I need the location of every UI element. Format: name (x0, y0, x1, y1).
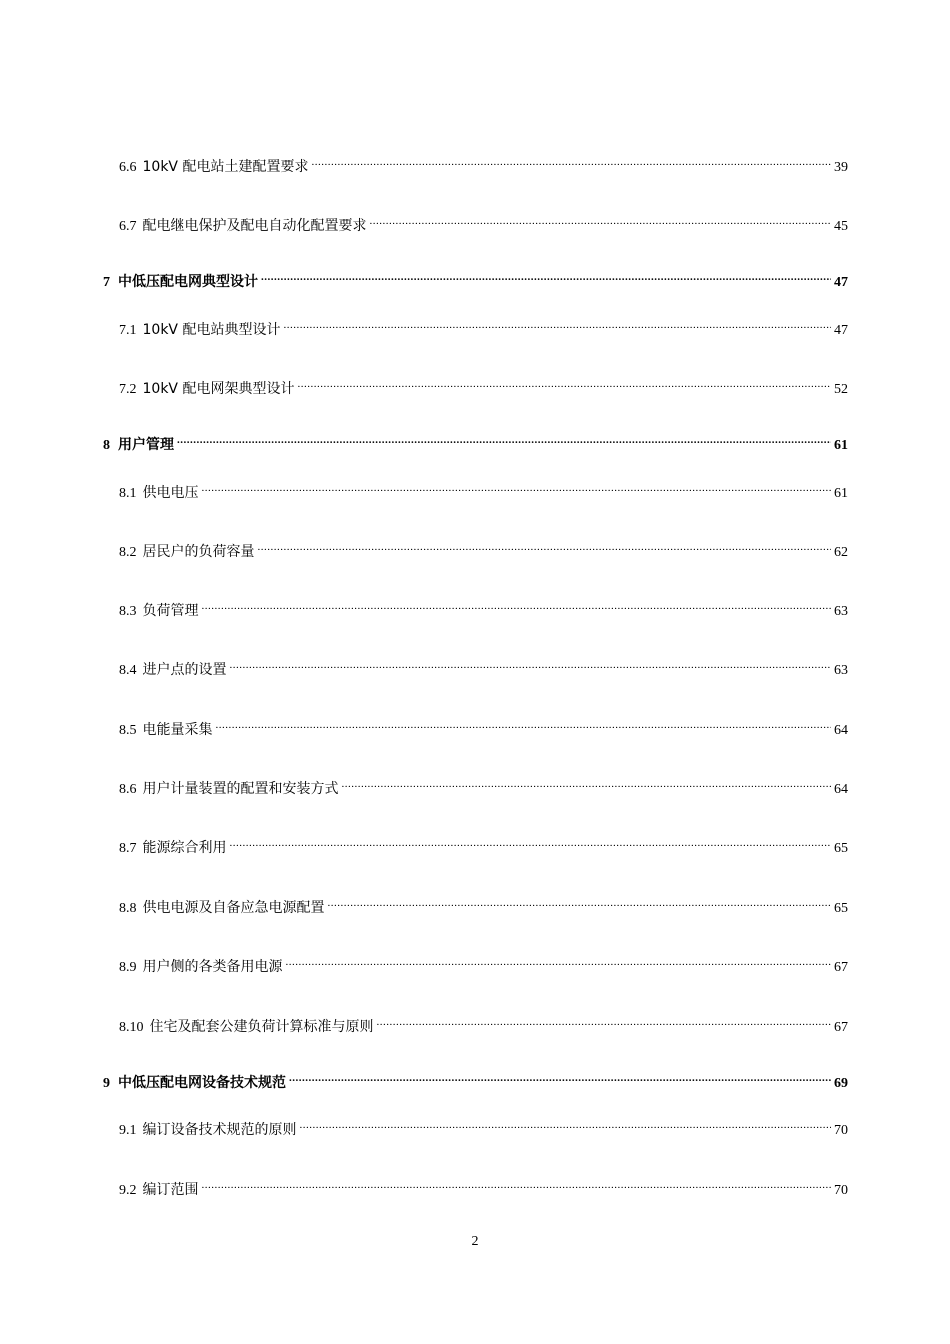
toc-entry-number: 8.10 (119, 1020, 144, 1035)
toc-entry-number: 8.2 (119, 545, 137, 560)
toc-entry-title: 10kV 配电站典型设计 (142, 322, 281, 338)
toc-entry-page-number: 64 (834, 782, 848, 797)
toc-entry-number: 8 (103, 438, 110, 453)
toc-entry-number: 8.9 (119, 960, 137, 975)
toc-entry-9-2[interactable] (119, 1176, 848, 1200)
toc-entry-8-9[interactable] (119, 953, 848, 977)
toc-dot-leader (300, 1116, 832, 1134)
toc-entry-page-number: 70 (834, 1123, 848, 1138)
toc-entry-number: 6.7 (119, 219, 137, 234)
toc-entry-page-number: 39 (834, 160, 848, 175)
toc-entry-6-6[interactable] (119, 153, 848, 177)
toc-entry-8-4[interactable] (119, 656, 848, 680)
toc-entry-number: 8.3 (119, 604, 137, 619)
toc-entry-page-number: 63 (834, 663, 848, 678)
toc-entry-7[interactable] (103, 268, 848, 292)
toc-entry-title: 用户侧的各类备用电源 (142, 959, 283, 975)
toc-entry-page-number: 63 (834, 604, 848, 619)
toc-entry-number: 6.6 (119, 160, 137, 175)
toc-dot-leader (283, 316, 831, 334)
toc-entry-number: 8.7 (119, 841, 137, 856)
toc-entry-number: 8.6 (119, 782, 137, 797)
toc-entry-number: 7.2 (119, 382, 137, 397)
toc-entry-title: 电能量采集 (142, 722, 213, 738)
toc-entry-page-number: 69 (834, 1076, 848, 1091)
toc-entry-8-7[interactable] (119, 834, 848, 858)
toc-dot-leader (216, 716, 832, 734)
toc-dot-leader (289, 1069, 831, 1087)
toc-entry-page-number: 61 (834, 486, 848, 501)
toc-entry-title: 住宅及配套公建负荷计算标准与原则 (149, 1019, 374, 1035)
toc-entry-7-2[interactable] (119, 375, 848, 399)
toc-entry-title: 供电电压 (142, 485, 199, 501)
toc-dot-leader (202, 1176, 832, 1194)
toc-entry-number: 9.2 (119, 1183, 137, 1198)
toc-dot-leader (342, 775, 832, 793)
toc-entry-page-number: 52 (834, 382, 848, 397)
toc-entry-title: 进户点的设置 (142, 662, 227, 678)
toc-entry-page-number: 61 (834, 438, 848, 453)
toc-entry-number: 8.1 (119, 486, 137, 501)
toc-entry-7-1[interactable] (119, 316, 848, 340)
toc-entry-number: 9.1 (119, 1123, 137, 1138)
toc-entry-6-7[interactable] (119, 212, 848, 236)
toc-dot-leader (370, 212, 832, 230)
toc-entry-number: 7.1 (119, 323, 137, 338)
toc-dot-leader (261, 268, 831, 286)
toc-entry-number: 7 (103, 275, 110, 290)
toc-entry-title: 编订设备技术规范的原则 (142, 1122, 297, 1138)
toc-entry-8-2[interactable] (119, 538, 848, 562)
toc-entry-page-number: 47 (834, 323, 848, 338)
toc-dot-leader (328, 894, 832, 912)
toc-dot-leader (311, 153, 831, 171)
toc-entry-number: 8.4 (119, 663, 137, 678)
toc-entry-page-number: 70 (834, 1183, 848, 1198)
toc-entry-title: 10kV 配电站土建配置要求 (142, 159, 309, 175)
toc-entry-9-1[interactable] (119, 1116, 848, 1140)
toc-entry-page-number: 65 (834, 841, 848, 856)
toc-entry-title: 居民户的负荷容量 (142, 544, 255, 560)
toc-dot-leader (202, 479, 832, 497)
toc-entry-8-1[interactable] (119, 479, 848, 503)
toc-entry-title: 中低压配电网设备技术规范 (118, 1075, 286, 1091)
toc-entry-page-number: 65 (834, 901, 848, 916)
toc-dot-leader (297, 375, 831, 393)
toc-entry-8[interactable] (103, 431, 848, 455)
toc-entry-page-number: 67 (834, 1020, 848, 1035)
toc-entry-title: 用户计量装置的配置和安装方式 (142, 781, 339, 797)
toc-entry-8-6[interactable] (119, 775, 848, 799)
toc-dot-leader (202, 597, 832, 615)
toc-entry-page-number: 62 (834, 545, 848, 560)
toc-entry-title: 中低压配电网典型设计 (118, 274, 258, 290)
toc-entry-9[interactable] (103, 1069, 848, 1093)
toc-entry-number: 8.5 (119, 723, 137, 738)
toc-entry-title: 配电继电保护及配电自动化配置要求 (142, 218, 367, 234)
toc-entry-8-3[interactable] (119, 597, 848, 621)
toc-entry-title: 10kV 配电网架典型设计 (142, 381, 295, 397)
footer-page-number: 2 (471, 1234, 479, 1249)
toc-dot-leader (258, 538, 832, 556)
toc-entry-page-number: 64 (834, 723, 848, 738)
toc-entry-8-10[interactable] (119, 1013, 848, 1037)
toc-entry-page-number: 45 (834, 219, 848, 234)
toc-entry-8-5[interactable] (119, 716, 848, 740)
toc-entry-title: 编订范围 (142, 1182, 199, 1198)
toc-entry-title: 用户管理 (118, 437, 174, 453)
toc-entry-8-8[interactable] (119, 894, 848, 918)
toc-entry-title: 能源综合利用 (142, 840, 227, 856)
toc-entry-number: 8.8 (119, 901, 137, 916)
toc-dot-leader (377, 1013, 832, 1031)
toc-entry-page-number: 47 (834, 275, 848, 290)
toc-dot-leader (286, 953, 832, 971)
toc-entry-title: 负荷管理 (142, 603, 199, 619)
toc-entry-page-number: 67 (834, 960, 848, 975)
toc-entry-title: 供电电源及自备应急电源配置 (142, 900, 325, 916)
toc-dot-leader (177, 431, 831, 449)
toc-dot-leader (230, 834, 832, 852)
toc-entry-number: 9 (103, 1076, 110, 1091)
toc-dot-leader (230, 656, 832, 674)
